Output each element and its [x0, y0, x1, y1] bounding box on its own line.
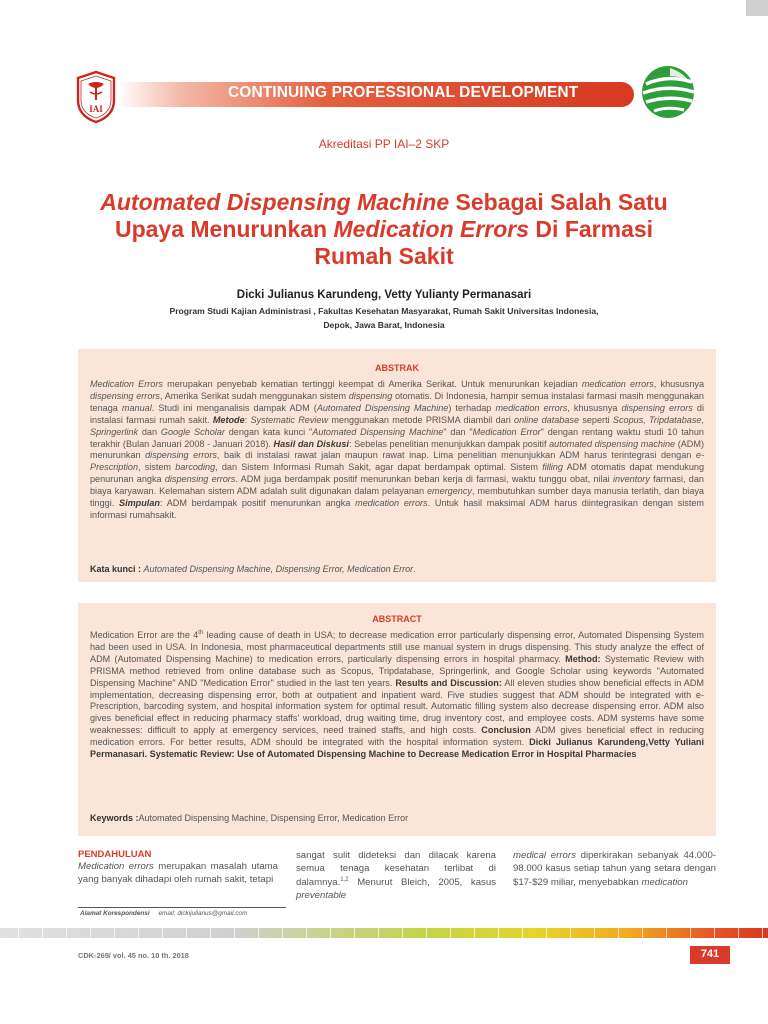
- footer-strip-separator: [306, 928, 307, 938]
- abstract-box: [78, 603, 716, 836]
- footer-strip-separator: [762, 928, 763, 938]
- abstrak-heading: ABSTRAK: [375, 363, 419, 373]
- footer-strip-separator: [714, 928, 715, 938]
- footer-strip-separator: [378, 928, 379, 938]
- footer-strip-separator: [426, 928, 427, 938]
- title-line1-italic: Automated Dispensing Machine: [100, 189, 450, 215]
- section-heading-pendahuluan: PENDAHULUAN: [78, 849, 152, 860]
- correspondence: [80, 910, 247, 917]
- footer-strip-separator: [522, 928, 523, 938]
- footer-strip-separator: [234, 928, 235, 938]
- title-line2-italic: Medication Errors: [333, 216, 530, 242]
- footer-strip-separator: [210, 928, 211, 938]
- abstrak-keywords: [90, 564, 416, 574]
- cpd-banner-text: CONTINUING PROFESSIONAL DEVELOPMENT: [228, 84, 579, 101]
- title-line1-rest: Sebagai Salah Satu: [449, 189, 668, 215]
- abstrak-keywords-end: .: [413, 564, 416, 574]
- title-line3: Rumah Sakit: [314, 243, 454, 269]
- footer-strip-separator: [114, 928, 115, 938]
- footer-strip-separator: [666, 928, 667, 938]
- footer-strip-separator: [450, 928, 451, 938]
- abstract-heading: ABSTRACT: [372, 614, 422, 624]
- body-column-3: medical errors diperkirakan sebanyak 44.000-98.000 kasus setiap tahun yang setara dengan $17-$29 miliar, menyebabkan medication: [513, 850, 716, 888]
- footer-color-strip: [0, 928, 768, 938]
- footer-strip-separator: [330, 928, 331, 938]
- footer-strip-separator: [474, 928, 475, 938]
- affiliation-line2: Depok, Jawa Barat, Indonesia: [323, 319, 445, 330]
- body-column-1: Medication errors merupakan masalah utama yang banyak dihadapi oleh rumah sakit, tetapi: [78, 861, 278, 886]
- footer-strip-separator: [402, 928, 403, 938]
- iai-logo-icon: [74, 70, 118, 124]
- abstrak-keywords-label: Kata kunci :: [90, 564, 144, 574]
- abstract-keywords-label: Keywords :: [90, 813, 139, 823]
- footer-strip-separator: [282, 928, 283, 938]
- page-corner: [746, 0, 768, 16]
- correspondence-email: dickijulianus@gmail.com: [177, 910, 248, 917]
- accreditation-line: Akreditasi PP IAI–2 SKP: [318, 137, 450, 151]
- footer-strip-separator: [138, 928, 139, 938]
- svg-text:IAI: IAI: [89, 104, 103, 114]
- abstrak-box: [78, 349, 716, 582]
- title-line2-pre: Upaya Menurunkan: [114, 216, 334, 242]
- page-number: 741: [700, 948, 720, 960]
- authors: Dicki Julianus Karundeng, Vetty Yulianty Permanasari: [236, 289, 532, 301]
- abstract-keywords: [90, 813, 408, 823]
- abstrak-keywords-text: Automated Dispensing Machine, Dispensing Error, Medication Error: [143, 564, 414, 574]
- title-line2-rest: Di Farmasi: [529, 216, 654, 242]
- affiliation: [120, 305, 648, 332]
- footer-strip-separator: [570, 928, 571, 938]
- footer-strip-separator: [42, 928, 43, 938]
- footer-strip-separator: [258, 928, 259, 938]
- footer-strip-separator: [642, 928, 643, 938]
- footer-strip-separator: [738, 928, 739, 938]
- abstrak-text: Medication Errors merupakan penyebab kematian tertinggi keempat di Amerika Serikat. Untuk menurunkan kejadian medication errors, khususnya dispensing errors, Amerika Serikat sudah menggunakan sistem dispensing otomatis. Di Indonesia, hampir semua instalasi farmasi masih menggunakan tenaga manual. Studi ini menganalisis dampak ADM (Automated Dispensing Machine) terhadap medication errors, khususnya dispensing errors di instalasi farmasi rumah sakit. Metode: Systematic Review menggunakan metode PRISMA diambil dari online database seperti Scopus, Tripdatabase, Springerlink dan Google Scholar dengan kata kunci "Automated Dispensing Machine" dan "Medication Error" dengan rentang waktu studi 10 tahun terakhir (Bulan Januari 2008 - Januari 2018). Hasil dan Diskusi: Sebelas penelitian menunjukkan dampak positif automated dispensing machine (ADM) menurunkan dispensing errors, baik di instalasi rawat jalan maupun rawat inap. Lima penelitian menunjukkan ADM harus terintegrasi dengan e-Prescription, sistem barcoding, dan Sistem Informasi Rumah Sakit, agar dapat berdampak optimal. Sistem filling ADM otomatis dapat mendukung penurunan angka dispensing errors. ADM juga berdampak positif menurunkan beban kerja di farmasi, waktu tunggu obat, nilai inventory farmasi, dan biaya karyawan. Kelemahan sistem ADM adalah sulit digunakan dalam pelayanan emergency, membutuhkan sumber daya manusia terlatih, dan biaya tinggi. Simpulan: ADM berdampak positif menurunkan angka medication errors. Untuk hasil maksimal ADM harus diintegrasikan dengan sistem informasi rumahsakit.: [90, 379, 705, 520]
- footer-strip-separator: [546, 928, 547, 938]
- correspondence-divider: [78, 907, 286, 908]
- affiliation-line1: Program Studi Kajian Administrasi , Fakultas Kesehatan Masyarakat, Rumah Sakit Universitas Indonesia,: [169, 306, 599, 316]
- footer-strip-separator: [162, 928, 163, 938]
- footer-strip-separator: [186, 928, 187, 938]
- footer-strip-separator: [66, 928, 67, 938]
- article-title: [60, 189, 708, 270]
- correspondence-label: Alamat Korespondensi: [80, 910, 150, 917]
- abstract-keywords-text: Automated Dispensing Machine, Dispensing Error, Medication Error: [138, 813, 409, 823]
- footer-strip-separator: [498, 928, 499, 938]
- body-column-2: sangat sulit dideteksi dan dilacak karena semua tenaga kesehatan terlibat di dalamnya.$^{1,2}$ Menurut Bleich, 2005, kasus preventable: [296, 850, 496, 902]
- footer-strip-separator: [618, 928, 619, 938]
- abstract-text: Medication Error are the 4th leading cause of death in USA; to decrease medication error particularly dispensing error, Automated Dispensing System had been used in USA. In Indonesia, most pharmaceutical departments still use manual system in drugs dispensing. This study analyze the effect of ADM (Automated Dispensing Machine) to medication errors, particularly dispensing errors in hospital pharmacy. Method: Systematic Review with PRISMA method retrieved from online database such as Scopus, Tripdatabase, Springerlink, and Google Scholar using keywords "Automated Dispensing Machine" AND "Medication Error" studied in the last ten years. Results and Discussion: All eleven studies show beneficial effects in ADM implementation, decreasing dispensing error, both at outpatient and inpatient ward. Five studies suggest that ADM should be integrated with e-Prescription, barcoding system, and hospital information system for optimal result. Automatic filling system also decrease dispensing error. ADM also gives beneficial effect in reducing pharmacy staffs' workload, drug waiting time, drug inventory cost, and employee costs. ADM systems have some weaknesses: difficult to apply at emergency services, need trained staffs, and high costs. Conclusion ADM gives beneficial effect in reducing medication errors. For better results, ADM should be integrated with the hospital information system. Dicki Julianus Karundeng,Vetty Yuliani Permanasari. Systematic Review: Use of Automated Dispensing Machine to Decrease Medication Error in Hospital Pharmacies: [90, 629, 704, 760]
- footer-strip-separator: [594, 928, 595, 938]
- footer-strip-separator: [690, 928, 691, 938]
- footer-strip-separator: [354, 928, 355, 938]
- cdk-globe-logo-icon: [638, 62, 698, 122]
- footer-strip-separator: [90, 928, 91, 938]
- correspondence-email-label: email:: [158, 910, 176, 917]
- journal-citation: CDK-269/ vol. 45 no. 10 th. 2018: [78, 951, 189, 960]
- footer-strip-separator: [18, 928, 19, 938]
